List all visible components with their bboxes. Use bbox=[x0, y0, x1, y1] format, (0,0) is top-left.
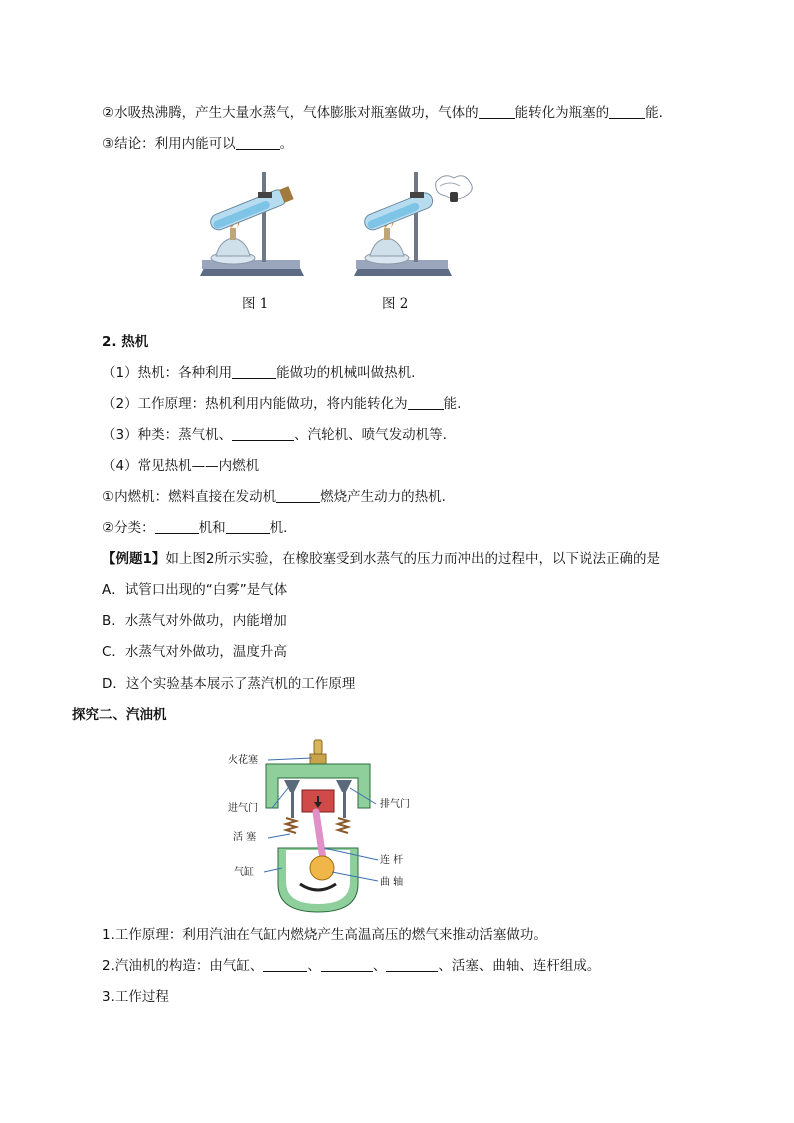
text-segment: 燃烧产生动力的热机. bbox=[320, 489, 446, 505]
fill-blank[interactable] bbox=[155, 520, 199, 534]
option-a[interactable]: A．试管口出现的“白雾”是气体 bbox=[102, 582, 288, 598]
option-c[interactable]: C．水蒸气对外做功，温度升高 bbox=[102, 644, 287, 660]
item-4-line: （4）常见热机——内燃机 bbox=[102, 458, 260, 474]
option-b[interactable]: B．水蒸气对外做功，内能增加 bbox=[102, 613, 287, 629]
fill-blank[interactable] bbox=[276, 489, 320, 503]
text-segment: 机和 bbox=[198, 520, 226, 536]
text-segment: ③结论：利用内能可以 bbox=[102, 136, 236, 152]
engine-structure-line bbox=[102, 957, 600, 975]
text-segment: ②分类： bbox=[102, 520, 155, 536]
section-heading-heat-engine: 2. 热机 bbox=[102, 334, 149, 350]
question-text: 如上图2所示实验，在橡胶塞受到水蒸气的压力而冲出的过程中，以下说法正确的是 bbox=[165, 551, 660, 567]
label-connecting-rod: 连 杆 bbox=[380, 855, 404, 866]
label-spark-plug: 火花塞 bbox=[228, 755, 258, 766]
sub-item-2-line bbox=[102, 519, 287, 537]
option-d[interactable]: D．这个实验基本展示了蒸汽机的工作原理 bbox=[102, 676, 356, 692]
text-segment: 、汽轮机、喷气发动机等. bbox=[294, 427, 447, 443]
label-piston: 活 塞 bbox=[233, 832, 257, 843]
fill-blank[interactable] bbox=[479, 105, 515, 119]
text-segment: 机. bbox=[269, 520, 288, 536]
sub-item-1-line bbox=[102, 488, 446, 506]
fill-blank[interactable] bbox=[232, 427, 294, 441]
fill-blank[interactable] bbox=[232, 365, 276, 379]
fill-blank[interactable] bbox=[386, 958, 438, 972]
item-2-line bbox=[102, 395, 461, 413]
fill-blank[interactable] bbox=[226, 520, 270, 534]
text-segment: 能转化为瓶塞的 bbox=[514, 105, 610, 121]
figure-2-test-tube-illustration bbox=[352, 168, 476, 280]
text-segment: 、活塞、曲轴、连杆组成。 bbox=[438, 958, 601, 974]
item-1-line bbox=[102, 364, 415, 382]
text-segment: （2）工作原理：热机利用内能做功，将内能转化为 bbox=[102, 396, 408, 412]
label-crankshaft: 曲 轴 bbox=[380, 877, 404, 888]
figure-2-caption: 图 2 bbox=[382, 296, 409, 312]
working-principle-line: 1.工作原理：利用汽油在气缸内燃烧产生高温高压的燃气来推动活塞做功。 bbox=[102, 927, 547, 943]
section-heading-gasoline-engine: 探究二、汽油机 bbox=[72, 707, 167, 723]
text-segment: 能. bbox=[645, 105, 663, 121]
example-tag: 【例题1】 bbox=[102, 551, 166, 567]
text-segment: （3）种类：蒸气机、 bbox=[102, 427, 233, 443]
figure-1-caption: 图 1 bbox=[242, 296, 269, 312]
fill-blank[interactable] bbox=[321, 958, 373, 972]
item-3-line bbox=[102, 426, 447, 444]
fill-blank[interactable] bbox=[236, 136, 280, 150]
text-segment: 能做功的机械叫做热机. bbox=[276, 365, 416, 381]
conclusion-line bbox=[102, 135, 293, 153]
label-exhaust-valve: 排气门 bbox=[380, 799, 410, 810]
text-segment: （1）热机：各种利用 bbox=[102, 365, 233, 381]
water-boiling-line bbox=[102, 104, 663, 122]
label-cylinder: 气缸 bbox=[234, 867, 254, 878]
label-intake-valve: 进气门 bbox=[228, 803, 258, 814]
text-segment: 、 bbox=[307, 958, 321, 974]
text-segment: 、 bbox=[372, 958, 387, 974]
fill-blank[interactable] bbox=[609, 105, 645, 119]
text-segment: 。 bbox=[279, 136, 294, 152]
text-segment: 2.汽油机的构造：由气缸、 bbox=[102, 958, 264, 974]
fill-blank[interactable] bbox=[263, 958, 307, 972]
working-process-heading: 3.工作过程 bbox=[102, 989, 169, 1005]
text-segment: 能. bbox=[443, 396, 462, 412]
text-segment: ①内燃机：燃料直接在发动机 bbox=[102, 489, 277, 505]
fill-blank[interactable] bbox=[408, 396, 444, 410]
text-segment: ②水吸热沸腾，产生大量水蒸气，气体膨胀对瓶塞做功，气体的 bbox=[102, 105, 479, 121]
example-question bbox=[102, 550, 660, 568]
figure-1-test-tube-illustration bbox=[198, 168, 306, 280]
